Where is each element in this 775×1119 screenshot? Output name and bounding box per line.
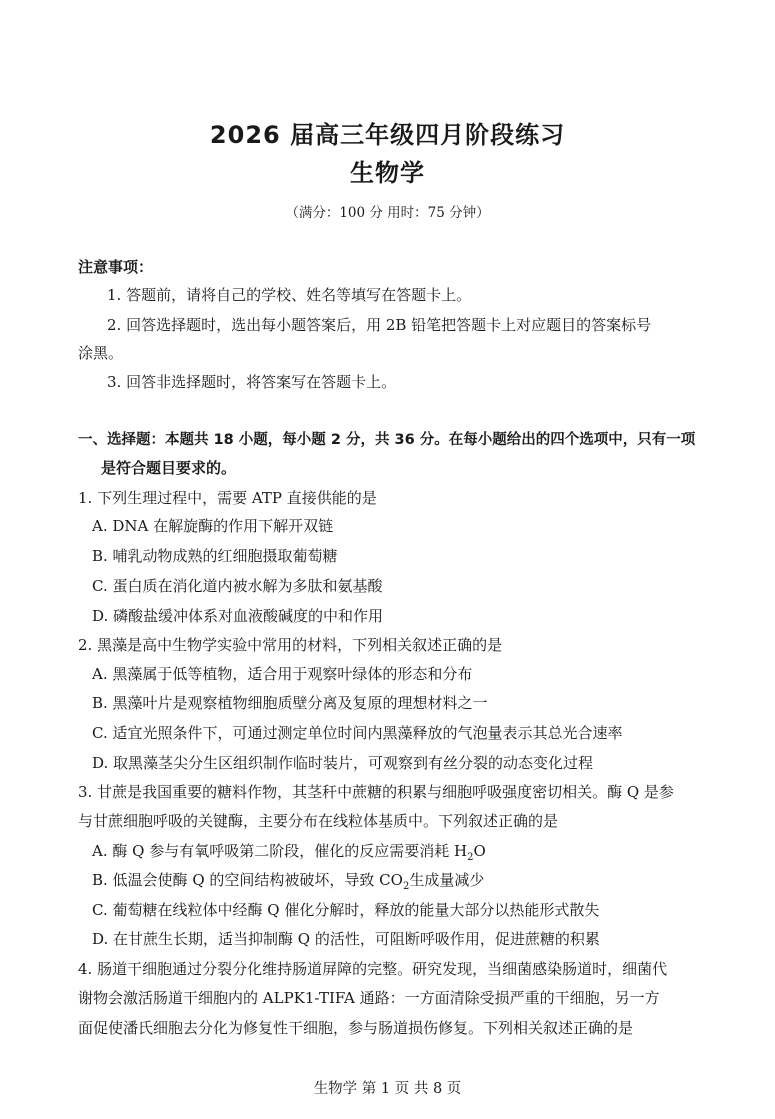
q2-option-b: B. 黑藻叶片是观察植物细胞质壁分离及复原的理想材料之一 xyxy=(92,694,488,712)
exam-title: 2026 届高三年级四月阶段练习 xyxy=(209,121,566,149)
notice-item-1: 1. 答题前，请将自己的学校、姓名等填写在答题卡上。 xyxy=(107,286,472,304)
notice-item-3: 3. 回答非选择题时，将答案写在答题卡上。 xyxy=(107,373,397,391)
q1-option-b: B. 哺乳动物成熟的红细胞摄取葡萄糖 xyxy=(92,547,338,565)
q3-stem-cont: 与甘蔗细胞呼吸的关键酶，主要分布在线粒体基质中。下列叙述正确的是 xyxy=(78,812,559,830)
q2-option-c: C. 适宜光照条件下，可通过测定单位时间内黑藻释放的气泡量表示其总光合速率 xyxy=(92,724,623,742)
page-footer: 生物学 第 1 页 共 8 页 xyxy=(313,1081,462,1097)
q4-stem-cont-1: 谢物会激活肠道干细胞内的 ALPK1-TIFA 通路：一方面清除受损严重的干细胞，另一方 xyxy=(78,989,660,1007)
q2-option-d: D. 取黑藻茎尖分生区组织制作临时装片，可观察到有丝分裂的动态变化过程 xyxy=(92,754,594,772)
notice-item-2-cont: 涂黑。 xyxy=(78,344,124,362)
q3-option-c: C. 葡萄糖在线粒体中经酶 Q 催化分解时，释放的能量大部分以热能形式散失 xyxy=(92,901,600,919)
q1-stem: 1. 下列生理过程中，需要 ATP 直接供能的是 xyxy=(78,489,377,507)
q3-option-d: D. 在甘蔗生长期，适当抑制酶 Q 的活性，可阻断呼吸作用，促进蔗糖的积累 xyxy=(92,930,600,948)
exam-meta: （满分：100 分 用时：75 分钟） xyxy=(285,205,490,221)
section-heading-cont: 是符合题目要求的。 xyxy=(101,459,237,477)
q3-stem: 3. 甘蔗是我国重要的糖料作物，其茎秆中蔗糖的积累与细胞呼吸强度密切相关。酶 Q 是参 xyxy=(78,783,674,801)
notice-item-2: 2. 回答选择题时，选出每小题答案后，用 2B 铅笔把答题卡上对应题目的答案标号 xyxy=(107,316,652,334)
q2-stem: 2. 黑藻是高中生物学实验中常用的材料，下列相关叙述正确的是 xyxy=(78,636,503,654)
q1-option-a: A. DNA 在解旋酶的作用下解开双链 xyxy=(92,517,334,535)
notice-heading: 注意事项： xyxy=(78,258,154,276)
q2-option-a: A. 黑藻属于低等植物，适合用于观察叶绿体的形态和分布 xyxy=(92,665,473,683)
section-heading: 一、选择题：本题共 18 小题，每小题 2 分，共 36 分。在每小题给出的四个选项中，只有一项 xyxy=(78,432,696,448)
q3-option-b: B. 低温会使酶 Q 的空间结构被破坏，导致 $CO_2$生成量减少 xyxy=(92,871,485,892)
subject-title: 生物学 xyxy=(350,159,425,187)
q1-option-c: C. 蛋白质在消化道内被水解为多肽和氨基酸 xyxy=(92,577,383,595)
q1-option-d: D. 磷酸盐缓冲体系对血液酸碱度的中和作用 xyxy=(92,607,384,625)
q4-stem: 4. 肠道干细胞通过分裂分化维持肠道屏障的完整。研究发现，当细菌感染肠道时，细菌代 xyxy=(78,960,668,978)
q4-stem-cont-2: 面促使潘氏细胞去分化为修复性干细胞，参与肠道损伤修复。下列相关叙述正确的是 xyxy=(78,1019,634,1037)
q3-option-a: A. 酶 Q 参与有氧呼吸第二阶段，催化的反应需要消耗 $H_2O$ xyxy=(92,842,486,863)
